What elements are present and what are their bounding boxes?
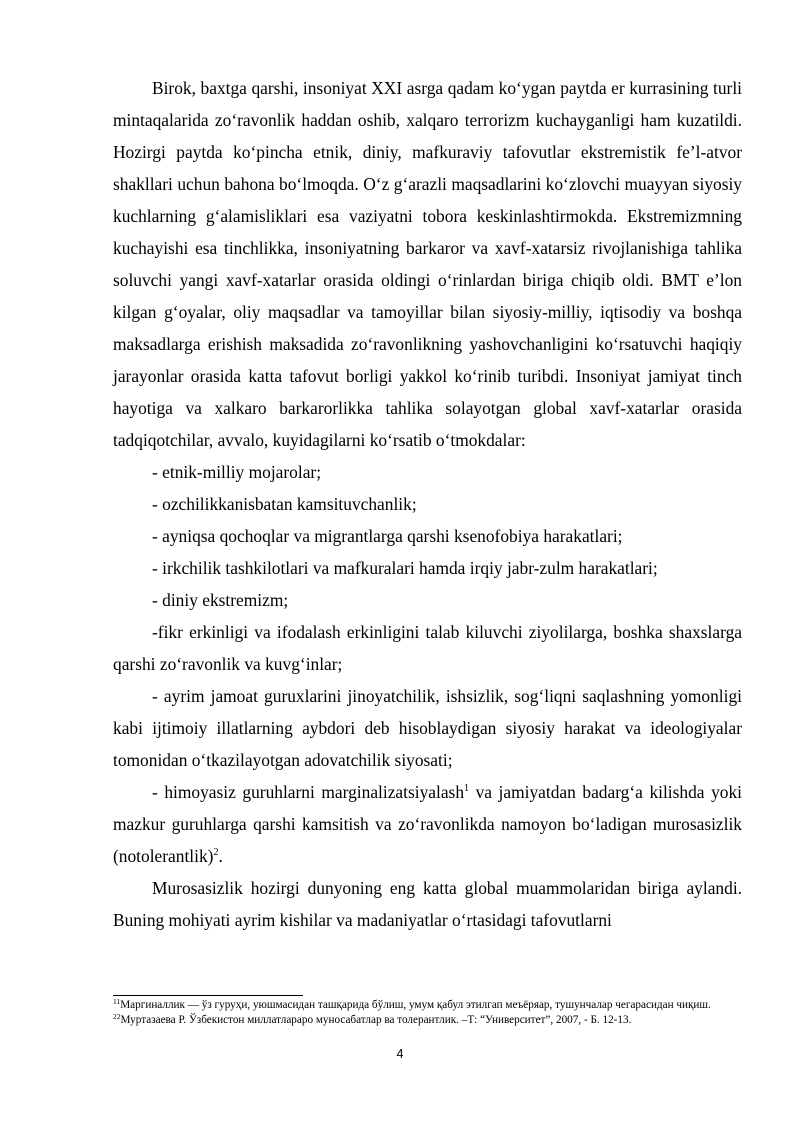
list-item-8-text-b: va jamiyatdan badarg‘a kilishda yoki mazkur guruhlarga qarshi kamsitish va zo‘ravonlikda namoyon bo‘ladigan murosasizlik (notolerantlik) [113, 782, 742, 866]
list-item-7: - ayrim jamoat guruxlarini jinoyatchilik, ishsizlik, sog‘liqni saqlashning yomonligi kabi ijtimoiy illatlarning aybdori deb hisoblaydigan siyosiy harakat va ideologiyalar tomonidan o‘tkazilayotgan adovatchilik siyosati; [113, 686, 742, 770]
list-item-2: - ozchilikkanisbatan kamsituvchanlik; [152, 494, 417, 514]
paragraph-closing: Murosasizlik hozirgi dunyoning eng katta global muammolaridan biriga aylandi. Buning mohiyati ayrim kishilar va madaniyatlar o‘rtasidagi tafovutlarni [113, 878, 742, 930]
body-text [113, 72, 742, 936]
footnote-2 [113, 1013, 742, 1028]
list-item-3: - ayniqsa qochoqlar va migrantlarga qarshi ksenofobiya harakatlari; [152, 526, 623, 546]
list-item-8 [113, 776, 742, 872]
paragraph-intro: Birok, baxtga qarshi, insoniyat XXI asrga qadam ko‘ygan paytda er kurrasining turli mintaqalarida zo‘ravonlik haddan oshib, xalqaro terrorizm kuchayganligi ham kuzatildi. Hozirgi paytda ko‘pincha etnik, diniy, mafkuraviy tafovutlar ekstremistik fe’l-atvor shakllari uchun bahona bo‘lmoqda. O‘z g‘arazli maqsadlarini ko‘zlovchi muayyan siyosiy kuchlarning g‘alamisliklari esa vaziyatni tobora keskinlashtirmokda. Ekstremizmning kuchayishi esa tinchlikka, insoniyatning barkaror va xavf-xatarsiz rivojlanishiga tahlika soluvchi yangi xavf-xatarlar orasida oldingi o‘rinlardan biriga chiqib oldi. BMT e’lon kilgan g‘oyalar, oliy maqsadlar va tamoyillar bilan siyosiy-milliy, iqtisodiy va boshqa maksadlarga erishish maksadida zo‘ravonlikning yashovchanligini ko‘rsatuvchi haqiqiy jarayonlar orasida katta tafovut borligi yakkol ko‘rinib turibdi. Insoniyat jamiyat tinch hayotiga va xalkaro barkarorlikka tahlika solayotgan global xavf-xatarlar orasida tadqiqotchilar, avvalo, kuyidagilarni ko‘rsatib o‘tmokdalar: [113, 78, 742, 450]
list-item-5: - diniy ekstremizm; [152, 590, 289, 610]
list-item-1: - etnik-milliy mojarolar; [152, 462, 322, 482]
list-item-4: - irkchilik tashkilotlari va mafkuralari hamda irqiy jabr-zulm harakatlari; [152, 558, 658, 578]
footnote-mark-2: 22 [113, 1012, 121, 1021]
footnote-text-1: Маргиналлик — ўз гуруҳи, уюшмасидан ташқарида бўлиш, умум қабул этилгап меъёряар, тушунчалар чегарасидан чиқиш. [120, 999, 711, 1011]
list-item-8-text-c: . [218, 846, 223, 866]
list-item-8-text-a: - himoyasiz guruhlarni marginalizatsiyalash [152, 782, 465, 802]
list-item-6: -fikr erkinligi va ifodalash erkinligini talab kiluvchi ziyolilarga, boshka shaxslarga qarshi zo‘ravonlik va kuvg‘inlar; [113, 622, 742, 674]
footnotes [113, 998, 742, 1028]
footnote-text-2: Муртазаева Р. Ўзбекистон миллатлараро муносабатлар ва толерантлик. –Т: “Университет”, 2007, - Б. 12-13. [120, 1014, 632, 1026]
page-number: 4 [396, 1047, 404, 1061]
footnote-1 [113, 998, 742, 1013]
footnote-mark-1: 11 [113, 997, 121, 1006]
footnote-divider [113, 995, 303, 996]
footnote-ref-1: 1 [464, 783, 470, 794]
footnote-ref-2: 2 [213, 847, 219, 858]
